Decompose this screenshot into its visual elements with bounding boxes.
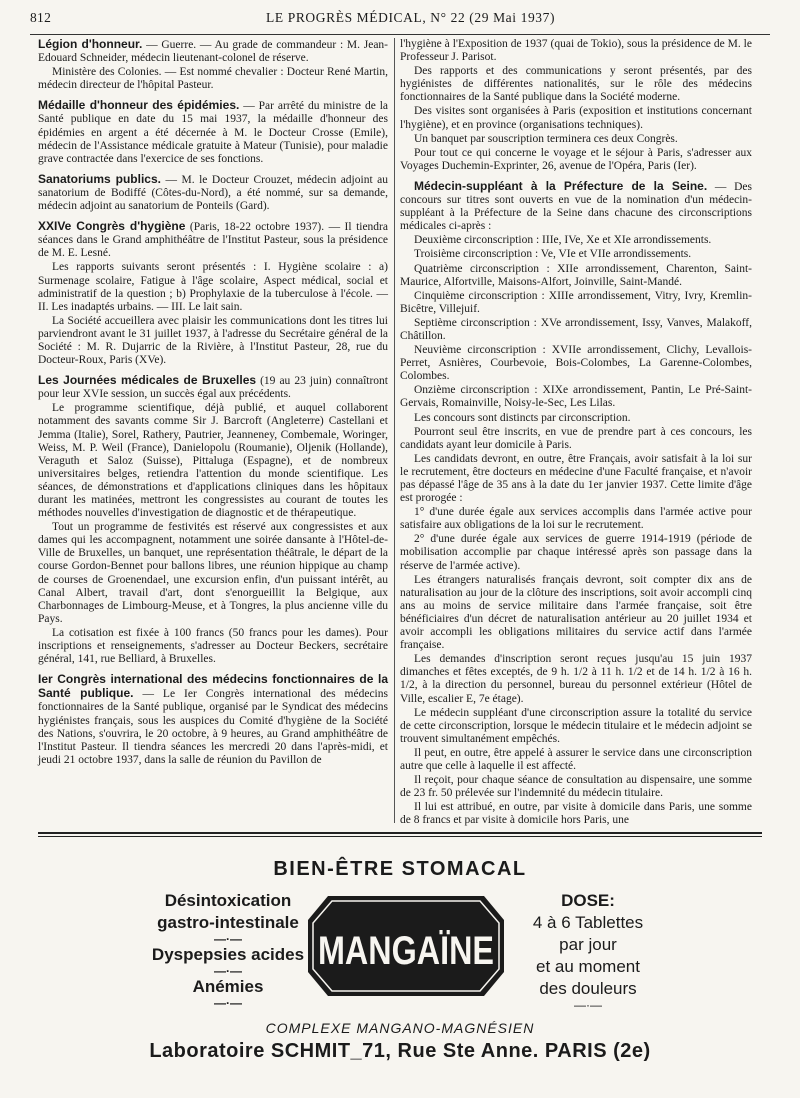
header-rule [30, 34, 770, 35]
paragraph: 2° d'une durée égale aux services de guerre 1914-1919 (période de mobilisation accomplie par chaque intéressé après son passage dans la réserve de l'armée active). [400, 533, 752, 572]
section-continuation [400, 38, 752, 173]
section-medecin-suppleant: Médecin-suppléant à la Préfecture de la Seine. — Des concours sur titres sont ouverts en vue de la nomination d'un médecin-suppléant à la Préfecture de la Seine dans chacune des circonscriptions médicales ci-après : Deuxième circonscription : IIIe, IVe, Xe et XIe arrondissements. Troisième circonscription : Ve, VIe et VIIe arrondissements. Quatrième circonscription : XIIe arrondissement, Charenton, Saint-Maurice, Alfortville, Maisons-Alfort, Joinville, Saint-Mandé. Cinquième circonscription : XIIIe arrondissement, Vitry, Ivry, Kremlin-Bicêtre, Villejuif. Septième circonscription : XVe arrondissement, Issy, Vanves, Malakoff, Châtillon. Neuvième circonscription : XVIIe arrondissement, Clichy, Levallois-Perret, Asnières, Courbevoie, Bois-Colombes, La Garenne-Colombes, Colombes. Onzième circonscription : XIXe arrondissement, Pantin, Le Pré-Saint-Gervais, Romainville, Noisy-le-Sec, Les Lilas. Les concours sont distincts par circonscription. Pourront seul être inscrits, en vue de prendre part à ces concours, les candidats ayant leur domicile à Paris. Les candidats devront, en outre, être Français, avoir satisfait à la loi sur le recrutement, être docteurs en médecine d'une Faculté française, et n'avoir pas dépassé l'âge de 35 ans à la date du 1er janvier 1937. Cette limite d'âge est prorogée : 1° d'une durée égale aux services accomplis dans l'armée active pour satisfaire aux obligations de la loi sur le recrutement. 2° d'une durée égale aux services de guerre 1914-1919 (période de mobilisation accomplie par chaque intéressé après son passage dans la réserve de l'armée active). Les étrangers naturalisés français devront, soit compter dix ans de naturalisation au jour de la clôture des inscriptions, soit avoir accompli cinq ans au moins de service militaire dans l'armée française, soit être bénéficiaires d'un décret de naturalisation antérieur au 20 juillet 1934 et avoir accompli les obligations militaires du service actif dans l'armée française. Les demandes d'inscription seront reçues jusqu'au 15 juin 1937 dimanches et fêtes exceptés, de 9 h. 1/2 à 11 h. 1/2 et de 14 h. 1/2 à 16 h. 1/2, à la direction du personnel, bureau du personnel extérieur (Hôtel de Ville, escalier E, 7e étage). Le médecin suppléant d'une circonscription assure la totalité du service de cette circonscription, lorsque le médecin titulaire et le médecin adjoint se trouvent simultanément empêchés. Il peut, en outre, être appelé à assurer le service dans une circonscription autre que celle à laquelle il est affecté. Il reçoit, pour chaque séance de consultation au dispensaire, une somme de 23 fr. 50 prélevée sur l'indemnité du médecin titulaire. Il lui est attribué, en outre, par visite à domicile dans Paris, une somme de 8 francs et par visite à domicile hors Paris, une [400, 178, 752, 827]
section-heading: Sanatoriums publics. [38, 171, 161, 186]
paragraph: 1° d'une durée égale aux services accomplis dans l'armée active pour satisfaire aux obligations de la loi sur le recrutement. [400, 506, 752, 532]
ad-dosage [498, 890, 678, 1010]
advertisement-rule [38, 832, 762, 834]
ad-dose-line: des douleurs [539, 979, 637, 998]
paragraph: La cotisation est fixée à 100 francs (50 francs pour les dames). Pour inscriptions et renseignements, s'adresser au Docteur Beckers, secrétaire général, 141, rue Belliard, à Bruxelles. [38, 626, 388, 666]
ad-separator: —·— [214, 964, 242, 978]
paragraph: La Société accueillera avec plaisir les communications dont les titres lui parviendront avant le 31 juillet 1937, à l'adresse du Secrétaire général de la Société : M. R. Dujarric de la Rivière, à l'Institut Pasteur, 28, rue du Docteur-Roux, Paris (XVe). [38, 314, 388, 367]
advertisement-rule [38, 836, 762, 837]
left-column [38, 38, 388, 823]
circonscription-item: Cinquième circonscription : XIIIe arrondissement, Vitry, Ivry, Kremlin-Bicêtre, Villejuif. [400, 289, 752, 315]
paragraph: Il peut, en outre, être appelé à assurer le service dans une circonscription autre que celle à laquelle il est affecté. [400, 746, 752, 772]
section-heading: Médecin-suppléant à la Préfecture de la Seine. [414, 178, 708, 193]
section-heading: XXIVe Congrès d'hygiène [38, 219, 186, 234]
section-congres-international: Ier Congrès international des médecins fonctionnaires de la Santé publique. — Le Ier Congrès international des médecins fonctionnaires de la Santé publique, organisé par le Syndicat des médecins hygiénistes français, sous les auspices du Comité d'hygiène de la Société des Nations, s'ouvrira, le 20 octobre, à 9 heures, au Grand amphithéâtre de l'Institut Pasteur. Il tiendra séances les mercredi 20 dans l'après-midi, et jeudi 21 octobre 1937, dans la salle de réunion du Pavillon de [38, 672, 388, 766]
ad-dose-line: 4 à 6 Tablettes [532, 913, 644, 932]
paragraph: l'hygiène à l'Exposition de 1937 (quai de Tokio), sous la présidence de M. le Professeur J. Parisot. [400, 38, 752, 64]
paragraph: Ministère des Colonies. — Est nommé chevalier : Docteur René Martin, médecin directeur de l'hôpital Pasteur. [38, 66, 388, 92]
ad-tagline: BIEN-ÊTRE STOMACAL [273, 858, 527, 880]
paragraph: Le programme scientifique, déjà publié, et auquel collaborent notamment des savants comme Sir J. Barcroft (Angleterre) Castellani et Jemma (Italie), Sorel, Rathery, Pautrier, Jeanneney, Combemale, Woringer, Weiss, M. P. Weil (France), Danielopolu (Roumanie), Oljenik (Hollande), Veraguth et Saloz (Suisse), Pittaluga (Espagne), et de nombreux universitaires belges, retiendra l'attention du monde scientifique. Les séances, de démonstrations et d'applications cliniques dans les hôpitaux durant les matinées, mettront les congressistes au courant de toutes les méthodes nouvelles d'investigation de diagnostic et de thérapeutique. [38, 402, 388, 520]
ad-indication: Désintoxication [164, 891, 292, 910]
paragraph: Tout un programme de festivités est réservé aux congressistes et aux dames qui les accompagnent, notamment une soirée dansante à l'Hôtel-de-Ville de Bruxelles, un banquet, une représentation théâtrale, le départ de la course Gordon-Bennet pour ballons libres, une réunion hippique au champ de courses de Groenendael, une excursion enfin, d'un puissant intérêt, au Canal Albert, travail d'art, dont s'enorgueillit la Belgique, aux Charbonnages de Limbourg-Meuse, et à Tongres, la plus ancienne ville du Pays. [38, 521, 388, 625]
circonscription-item: Troisième circonscription : Ve, VIe et VIIe arrondissements. [414, 248, 692, 261]
ad-dose-label: DOSE: [561, 891, 615, 910]
circonscription-item: Deuxième circonscription : IIIe, IVe, Xe et XIe arrondissements. [414, 234, 712, 247]
ad-indication: Dyspepsies acides [151, 945, 305, 964]
paragraph: Il reçoit, pour chaque séance de consultation au dispensaire, une somme de 23 fr. 50 prélevée sur l'indemnité du médecin titulaire. [400, 774, 752, 800]
ad-separator: —·— [574, 998, 602, 1012]
section-medaille: Médaille d'honneur des épidémies. — Par arrêté du ministre de la Santé publique en date du 15 mai 1937, la médaille d'honneur des épidémies en argent a été décernée à M. le Docteur Crosse (Emile), médecin de l'Assistance médicale gratuite à Mateur (Tunisie), pour maladie grave contractée dans l'exercice de ses fonctions. [38, 98, 389, 165]
paragraph: Les demandes d'inscription seront reçues jusqu'au 15 juin 1937 dimanches et fêtes exceptés, de 9 h. 1/2 à 11 h. 1/2 et de 14 h. 1/2 à 16 h. 1/2, à la direction du personnel, bureau du personnel extérieur (Hôtel de Ville, escalier E, 7e étage). [400, 653, 752, 705]
paragraph: Les candidats devront, en outre, être Français, avoir satisfait à la loi sur le recrutement, être docteurs en médecine d'une Faculté française, et n'avoir pas dépassé l'âge de 35 ans à la date du 1er janvier 1937. Cette limite d'âge est prorogée : [400, 452, 752, 505]
circonscription-item: Quatrième circonscription : XIIe arrondissement, Charenton, Saint-Maurice, Alfortville, Maisons-Alfort, Joinville, Saint-Mandé. [400, 262, 752, 288]
ad-indications [138, 890, 318, 1008]
ad-separator: —·— [214, 996, 242, 1010]
ad-indication: Anémies [192, 977, 264, 996]
paragraph: Pour tout ce qui concerne le voyage et le séjour à Paris, s'adresser aux Voyages Duchemin-Exprinter, 26, avenue de l'Opéra, Paris (Ier). [400, 146, 752, 172]
ad-dose-line: et au moment [536, 957, 640, 976]
page-number: 812 [30, 10, 52, 25]
paragraph: Les étrangers naturalisés français devront, soit compter dix ans de naturalisation au jour de la clôture des inscriptions, soit avoir accompli cinq ans au moins de service militaire dans l'armée française, soit être bénéficiaires d'un décret de naturalisation antérieur au 20 juillet 1934 et avoir accompli les obligations militaires du service actif dans l'armée française. [400, 573, 752, 652]
paragraph: Les rapports suivants seront présentés : I. Hygiène scolaire : a) Surmenage scolaire, Fatigue à l'âge scolaire, Aspect médical, social et administratif de la question ; b) Prophylaxie de la tuberculose à l'école. — II. Les inadaptés urbains. — III. Le lait sain. [38, 261, 388, 313]
paragraph: Des visites sont organisées à Paris (exposition et institutions concernant l'hygiène), et en province (organisations techniques). [400, 105, 752, 131]
paragraph: Un banquet par souscription terminera ces deux Congrès. [414, 132, 678, 145]
circonscription-item: Neuvième circonscription : XVIIe arrondissement, Clichy, Levallois-Perret, Asnières, Courbevoie, Bois-Colombes, La Garenne-Colombes, Colombes. [400, 344, 752, 383]
circonscription-item: Onzième circonscription : XIXe arrondissement, Pantin, Le Pré-Saint-Gervais, Romainville, Noisy-le-Sec, Les Lilas. [400, 384, 752, 410]
logo-brand: MANGAÏNE [318, 929, 494, 973]
section-heading: Médaille d'honneur des épidémies. [38, 98, 240, 113]
section-sanatoriums: Sanatoriums publics. — M. le Docteur Crouzet, médecin adjoint au sanatorium de Bodiffé (Côtes-du-Nord), a été nommé, sur sa demande, médecin adjoint au sanatorium de Ponteils (Gard). [38, 171, 389, 213]
ad-laboratory: Laboratoire SCHMIT_71, Rue Ste Anne. PARIS (2e) [149, 1040, 651, 1062]
ad-indication: gastro-intestinale [157, 913, 299, 932]
ad-subtitle: COMPLEXE MANGANO-MAGNÉSIEN [265, 1020, 535, 1036]
ad-dose-line: par jour [559, 935, 617, 954]
column-divider [394, 38, 395, 823]
right-column [400, 38, 752, 827]
circonscription-item: Septième circonscription : XVe arrondissement, Issy, Vanves, Malakoff, Châtillon. [400, 316, 752, 342]
ad-separator: —·— [214, 932, 242, 946]
page-header [30, 10, 770, 32]
mangaine-logo [306, 892, 506, 1000]
section-legion: Légion d'honneur. — Guerre. — Au grade de commandeur : M. Jean-Edouard Schneider, médecin lieutenant-colonel de réserve. Ministère des Colonies. — Est nommé chevalier : Docteur René Martin, médecin directeur de l'hôpital Pasteur. [38, 37, 389, 92]
section-bruxelles: Les Journées médicales de Bruxelles (19 au 23 juin) connaîtront pour leur XVIe session, un succès égal aux précédents. Le programme scientifique, déjà publié, et auquel collaborent notamment des savants comme Sir J. Barcroft (Angleterre) Castellani et Jemma (Italie), Sorel, Rathery, Pautrier, Jeanneney, Combemale, Woringer, Weiss, M. P. Weil (France), Danielopolu (Roumanie), Oljenik (Hollande), Veraguth et Saloz (Suisse), Pittaluga (Espagne), et de nombreux universitaires belges, retiendra l'attention du monde scientifique. Les séances, de démonstrations et d'applications cliniques dans les hôpitaux durant les matinées, mettront les congressistes au courant de toutes les méthodes nouvelles d'investigation de diagnostic et de thérapeutique. Tout un programme de festivités est réservé aux congressistes et aux dames qui les accompagnent, notamment une soirée dansante à l'Hôtel-de-Ville de Bruxelles, un banquet, une représentation théâtrale, le départ de la course Gordon-Bennet pour ballons libres, une réunion hippique au champ de courses de Groenendael, une excursion enfin, d'un puissant intérêt, au Canal Albert, travail d'art, dont s'enorgueillit la Belgique, aux Charbonnages de Limbourg-Meuse, et à Tongres, la plus ancienne ville du Pays. La cotisation est fixée à 100 francs (50 francs pour les dames). Pour inscriptions et renseignements, s'adresser au Docteur Beckers, secrétaire général, 141, rue Belliard, à Bruxelles. [38, 373, 388, 666]
paragraph: Le médecin suppléant d'une circonscription assure la totalité du service de cette circonscription, lorsque le médecin titulaire et le médecin adjoint se trouvent simultanément empêchés. [400, 706, 752, 745]
section-heading: Ier Congrès international des médecins fonctionnaires de la Santé publique. [38, 672, 388, 701]
section-heading: Les Journées médicales de Bruxelles [38, 373, 257, 388]
paragraph: Il lui est attribué, en outre, par visite à domicile dans Paris, une somme de 8 francs et par visite à domicile hors Paris, une [400, 801, 752, 827]
paragraph: Des rapports et des communications y seront présentés, par des hygiénistes de différentes nationalités, sur le rôle des médecins fonctionnaires de la Santé publique dans la Société moderne. [400, 65, 752, 104]
paragraph: Les concours sont distincts par circonscription. [414, 411, 631, 424]
section-heading: Légion d'honneur. [38, 37, 143, 51]
section-congres-hygiene: XXIVe Congrès d'hygiène (Paris, 18-22 octobre 1937). — Il tiendra séances dans le Grand amphithéâtre de l'Institut Pasteur, sous la présidence de M. E. Lesné. Les rapports suivants seront présentés : I. Hygiène scolaire : a) Surmenage scolaire, Fatigue à l'âge scolaire, Aspect médical, social et administratif de la question ; b) Prophylaxie de la tuberculose à l'école. — II. Les inadaptés urbains. — III. Le lait sain. La Société accueillera avec plaisir les communications dont les titres lui parviendront avant le 31 juillet 1937, à l'adresse du Secrétaire général de la Société : M. R. Dujarric de la Rivière, à l'Institut Pasteur, 28, rue du Docteur-Roux, Paris (XVe). [38, 219, 388, 367]
paragraph: Pourront seul être inscrits, en vue de prendre part à ces concours, les candidats ayant leur domicile à Paris. [400, 425, 752, 451]
advertisement [38, 840, 762, 1090]
journal-title: LE PROGRÈS MÉDICAL, N° 22 (29 Mai 1937) [266, 10, 556, 25]
